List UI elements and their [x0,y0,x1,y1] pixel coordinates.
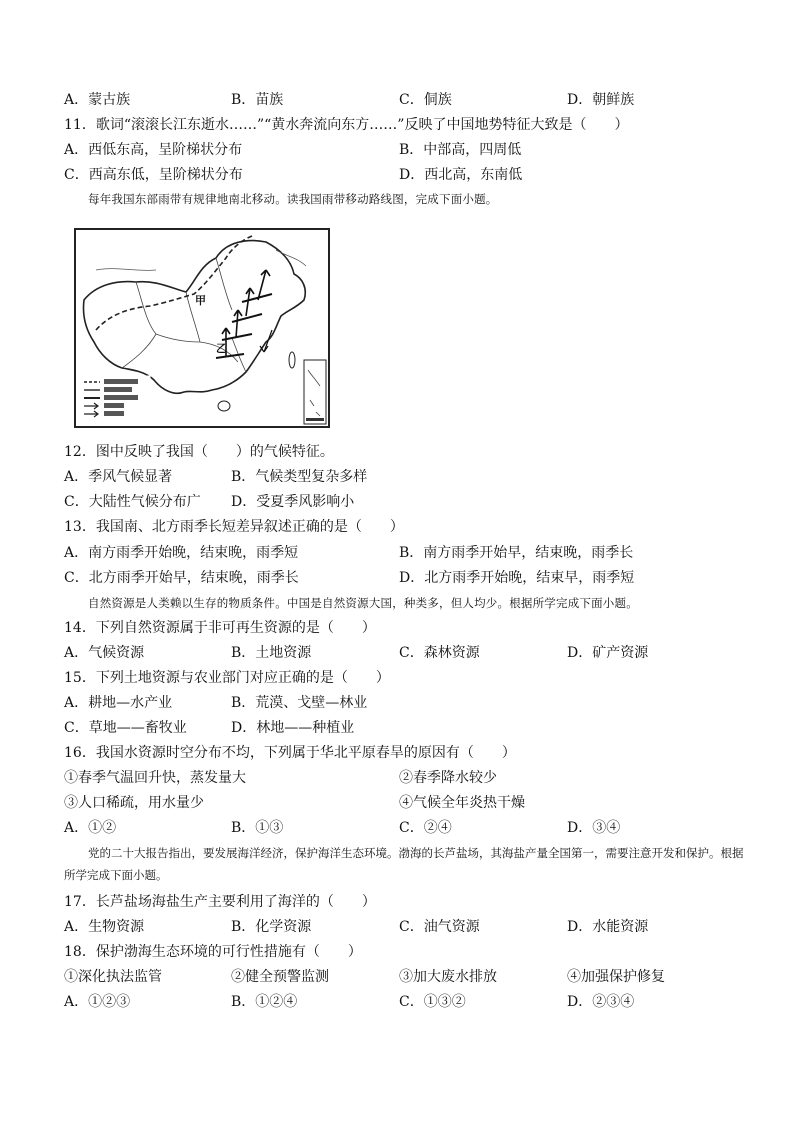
q10-options-row [0,89,794,111]
option-b: B．化学资源 [231,919,312,935]
q17-options-row [0,916,794,938]
option-c: C．草地——畜牧业 [64,720,187,736]
option-a: A．耕地—水产业 [64,695,173,711]
option-c: C．大陆性气候分布广 [64,494,201,510]
q13-options-row-1 [0,542,794,564]
option-c: C．西高东低，呈阶梯状分布 [64,167,243,183]
statement-2: ②健全预警监测 [231,969,329,985]
q12-stem-row [0,441,794,463]
statement-4: ④气候全年炎热干燥 [399,795,525,811]
option-a: A．南方雨季开始晚，结束晚，雨季短 [64,545,299,561]
q12-options-row-1 [0,466,794,488]
q14-stem: 14．下列自然资源属于非可再生资源的是（ ） [64,620,376,636]
option-b: B．南方雨季开始早，结束晚，雨季长 [399,545,634,561]
q16-items-row-1 [0,767,794,789]
statement-3: ③加大废水排放 [399,969,497,985]
statement-1: ①春季气温回升快，蒸发量大 [64,770,246,786]
option-b: B．①②④ [231,994,298,1010]
option-a: A．生物资源 [64,919,145,935]
q15-options-row-2 [0,717,794,739]
china-rain-belt-map-icon [74,228,330,428]
option-a: A．①②③ [64,994,131,1010]
option-b: B．①③ [231,820,284,836]
option-c: C．侗族 [399,92,452,108]
statement-4: ④加强保护修复 [567,969,665,985]
option-c: C．①③② [399,994,466,1010]
q16-options-row [0,817,794,839]
q18-items-row [0,966,794,988]
q16-stem-row [0,742,794,764]
q15-stem: 15．下列土地资源与农业部门对应正确的是（ ） [64,670,390,686]
map-drawing [76,230,328,426]
q18-stem-row [0,941,794,963]
q13-stem-row [0,516,794,538]
option-d: D．西北高，东南低 [399,167,523,183]
q12-stem: 12．图中反映了我国（ ）的气候特征。 [64,444,334,460]
intro-sea: 党的二十大报告指出，要发展海洋经济，保护海洋生态环境。渤海的长芦盐场，其海盐产量全国第一，需要注意开发和保护。根据所学完成下面小题。 [64,846,744,882]
option-b: B．荒漠、戈壁—林业 [231,695,368,711]
q15-stem-row [0,667,794,689]
option-a: A．西低东高，呈阶梯状分布 [64,142,243,158]
option-d: D．水能资源 [567,919,649,935]
map-label-yi: 乙 [216,342,227,355]
option-d: D．受夏季风影响小 [231,494,355,510]
option-b: B．苗族 [231,92,284,108]
q17-stem-row [0,891,794,913]
q14-stem-row [0,617,794,639]
q13-options-row-2 [0,567,794,589]
option-c: C．②④ [399,820,452,836]
option-d: D．②③④ [567,994,635,1010]
option-a: A．①② [64,820,117,836]
option-d: D．林地——种植业 [231,720,355,736]
q12-options-row-2 [0,491,794,513]
q16-stem: 16．我国水资源时空分布不均，下列属于华北平原春旱的原因有（ ） [64,745,516,761]
option-d: D．朝鲜族 [567,92,635,108]
q18-stem: 18．保护渤海生态环境的可行性措施有（ ） [64,944,362,960]
q18-options-row [0,991,794,1013]
map-label-jia: 甲 [195,294,206,307]
statement-2: ②春季降水较少 [399,770,497,786]
q14-options-row [0,642,794,664]
option-c: C．森林资源 [399,645,480,661]
q11-stem-row [0,114,794,136]
option-b: B．气候类型复杂多样 [231,469,368,485]
q17-stem: 17．长芦盐场海盐生产主要利用了海洋的（ ） [64,894,376,910]
option-c: C．油气资源 [399,919,480,935]
intro-rain-belt: 每年我国东部雨带有规律地南北移动。读我国雨带移动路线图，完成下面小题。 [88,192,498,206]
option-b: B．土地资源 [231,645,312,661]
option-d: D．③④ [567,820,621,836]
q11-stem: 11．歌词“滚滚长江东逝水……”“黄水奔流向东方……”反映了中国地势特征大致是（ ） [64,117,629,133]
q11-options-row-1 [0,139,794,161]
option-c: C．北方雨季开始早，结束晚，雨季长 [64,570,299,586]
q13-stem: 13．我国南、北方雨季长短差异叙述正确的是（ ） [64,519,404,535]
option-a: A．蒙古族 [64,92,131,108]
option-d: D．北方雨季开始晚，结束早，雨季短 [399,570,635,586]
q15-options-row-1 [0,692,794,714]
q11-options-row-2 [0,164,794,186]
option-b: B．中部高，四周低 [399,142,522,158]
option-a: A．气候资源 [64,645,145,661]
statement-3: ③人口稀疏，用水量少 [64,795,204,811]
option-d: D．矿产资源 [567,645,649,661]
option-a: A．季风气候显著 [64,469,173,485]
statement-1: ①深化执法监管 [64,969,162,985]
q16-items-row-2 [0,792,794,814]
intro-resources: 自然资源是人类赖以生存的物质条件。中国是自然资源大国，种类多，但人均少。根据所学完成下面小题。 [88,596,638,610]
